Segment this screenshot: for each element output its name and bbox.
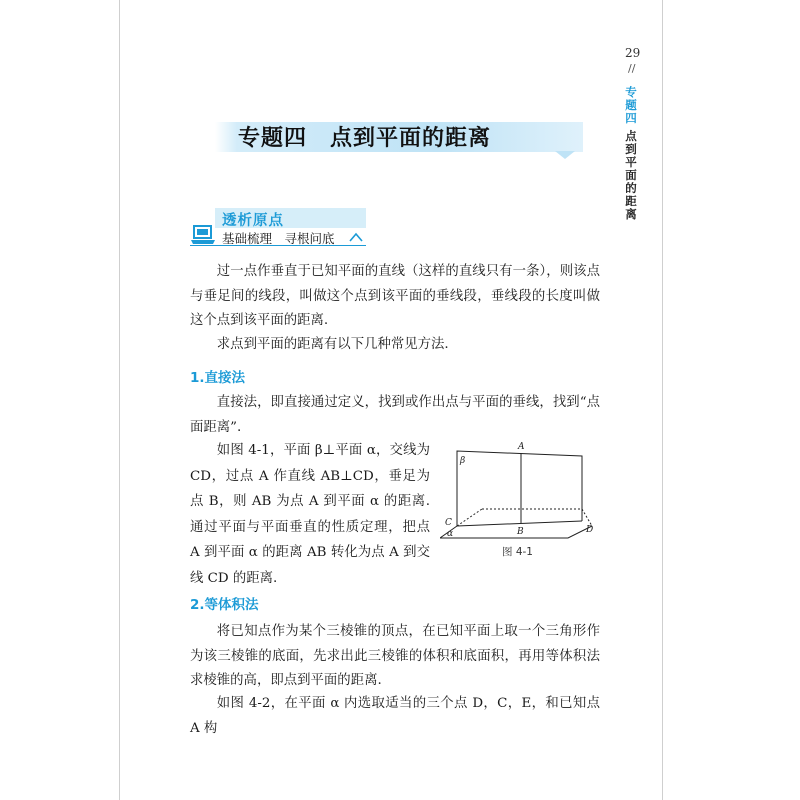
label-alpha: α: [447, 529, 454, 539]
page-number: 29: [625, 46, 641, 60]
paragraph-figure-explanation: 如图 4-1，平面 β⊥平面 α，交线为 CD，过点 A 作直线 AB⊥CD，垂足为点 B，则 AB 为点 A 到平面 α 的距离. 通过平面与平面垂直的性质定理，把点 A 到平面 α 的距离 AB 转化为点 A 到交线 CD 的距离.: [190, 443, 430, 586]
paragraph-methods-intro: 求点到平面的距离有以下几种常见方法.: [216, 337, 449, 352]
side-label-topic: 点到平面的距离: [625, 129, 637, 221]
paragraph-figure-4-2: 如图 4-2，在平面 α 内选取适当的三个点 D，C，E，和已知点 A 构: [190, 696, 600, 736]
label-a: A: [518, 442, 525, 452]
plane-beta: [457, 451, 582, 526]
plane-alpha-front: [440, 526, 592, 538]
label-c: C: [445, 518, 452, 528]
label-b: B: [517, 527, 524, 537]
label-d: D: [586, 525, 594, 535]
heading-direct-method: 1.直接法: [190, 370, 246, 386]
paragraph-definition: 过一点作垂直于已知平面的直线（这样的直线只有一条），则该点与垂足间的线段，叫做这个点到该平面的垂线段，垂线段的长度叫做这个点到该平面的距离.: [190, 264, 600, 328]
margin-mark: //: [628, 62, 636, 75]
chevron-up-icon: [348, 231, 364, 243]
paragraph-direct-method: 直接法，即直接通过定义，找到或作出点与平面的垂线，找到“点面距离”.: [190, 395, 600, 435]
heading-equal-volume-method: 2.等体积法: [190, 597, 259, 613]
page-title: 专题四 点到平面的距离: [238, 126, 492, 151]
section-title: 透析原点: [222, 213, 284, 229]
paragraph-equal-volume: 将已知点作为某个三棱锥的顶点，在已知平面上取一个三角形作为该三棱锥的底面，先求出此三棱锥的体积和底面积，再用等体积法求棱锥的高，即点到平面的距离.: [190, 624, 600, 688]
side-label-chapter: 专题四: [625, 85, 637, 125]
figure-caption: 图 4-1: [502, 546, 533, 558]
laptop-icon: [190, 224, 216, 246]
section-subtitle: 基础梳理 寻根问底: [222, 231, 335, 246]
line-cd: [457, 521, 582, 526]
plane-alpha-back-left: [457, 509, 482, 526]
label-beta: β: [460, 456, 466, 466]
plane-alpha-back-right: [582, 509, 592, 526]
title-band-tail: [555, 151, 575, 159]
